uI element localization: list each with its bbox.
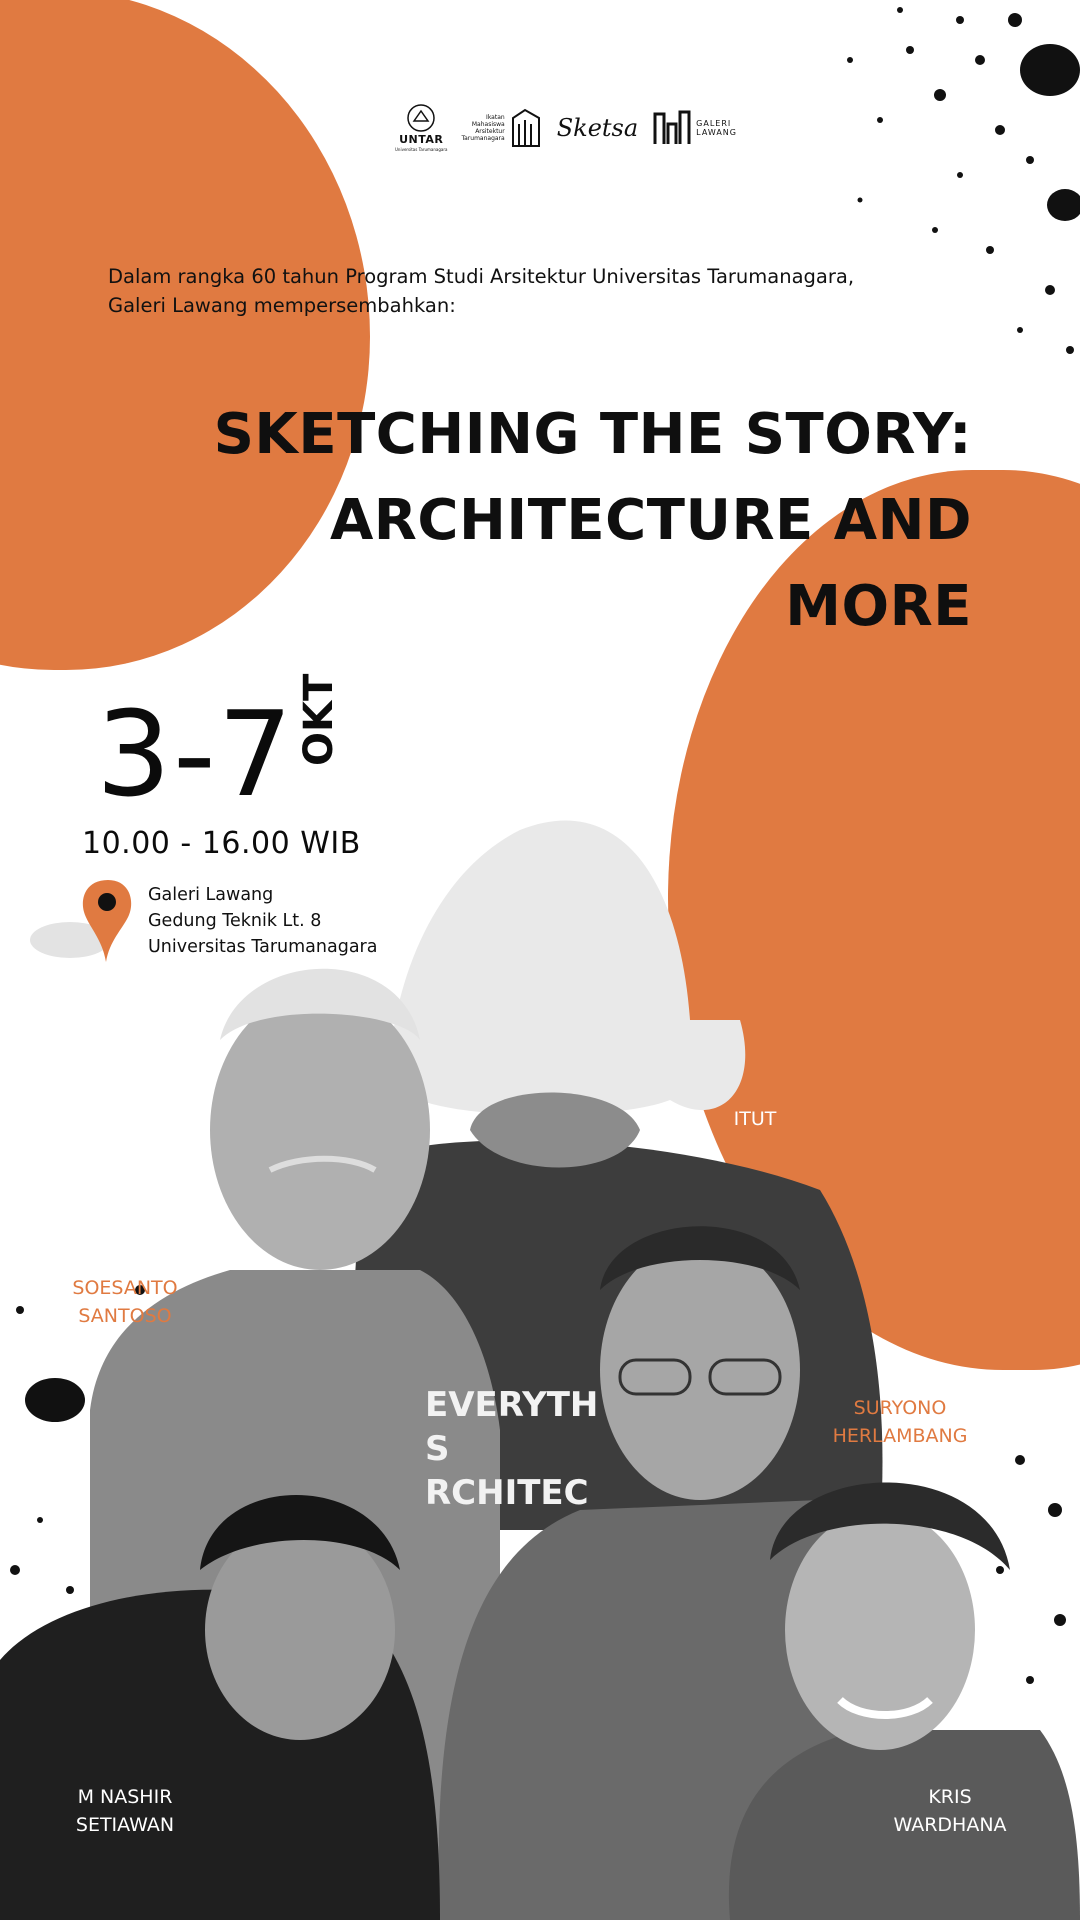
untar-emblem-icon: [404, 103, 438, 133]
shirt-line: RCHITEC: [425, 1473, 589, 1513]
untar-label: UNTAR: [399, 133, 444, 146]
himpunan-line: Tarumanagara: [461, 135, 505, 142]
speaker-name-kris: [870, 1783, 1030, 1839]
title-line: MORE: [785, 574, 972, 639]
shirt-text: [425, 1383, 598, 1515]
untar-logo: [395, 103, 447, 153]
name-line: SOESANTO: [72, 1277, 178, 1299]
date-range: 3-7: [96, 685, 295, 823]
venue-line: Gedung Teknik Lt. 8: [148, 911, 322, 931]
galeri-lawang-logo: [652, 108, 737, 148]
galeri-lawang-icon: [652, 108, 692, 148]
galeri-line: LAWANG: [696, 128, 737, 137]
title-line: SKETCHING THE STORY:: [213, 402, 972, 467]
venue-line: Galeri Lawang: [148, 885, 274, 905]
ink-splatter-top-right: [760, 0, 1080, 380]
event-time: 10.00 - 16.00 WIB: [82, 826, 361, 861]
speaker-name-nashir: [50, 1783, 200, 1839]
name-line: SANTOSO: [78, 1305, 172, 1327]
event-title: [212, 392, 972, 650]
venue-line: Universitas Tarumanagara: [148, 937, 378, 957]
building-icon: [509, 106, 543, 150]
name-line: WARDHANA: [893, 1814, 1007, 1836]
shirt-line: S: [425, 1429, 450, 1469]
speaker-photo-collage: [0, 770, 1080, 1920]
intro-line: Galeri Lawang mempersembahkan:: [108, 294, 456, 317]
name-line: SETIAWAN: [75, 1814, 175, 1836]
name-line: M NASHIR: [77, 1786, 173, 1808]
intro-line: Dalam rangka 60 tahun Program Studi Arsitektur Universitas Tarumanagara,: [108, 265, 855, 288]
sketsa-logo: [557, 114, 638, 142]
himpunan-line: Ikatan: [486, 114, 505, 121]
untar-sub: Universitas Tarumanagara: [395, 147, 448, 152]
shirt-line: EVERYTH: [425, 1385, 599, 1425]
himpunan-line: Arsitektur: [475, 128, 505, 135]
partner-logos: [395, 100, 737, 156]
name-line: SURYONO: [853, 1397, 947, 1419]
speaker-name-suryono: [820, 1394, 980, 1450]
galeri-line: GALERI: [696, 119, 732, 128]
date-month: OKT: [296, 673, 342, 766]
himpunan-line: Mahasiswa: [471, 121, 505, 128]
intro-text: [108, 262, 908, 320]
speaker-name-itut: ITUT: [733, 1108, 777, 1130]
himpunan-logo: [461, 106, 542, 150]
name-line: HERLAMBANG: [832, 1425, 968, 1447]
title-line: ARCHITECTURE AND: [329, 488, 972, 553]
sketsa-label: Sketsa: [556, 114, 639, 142]
speaker-name-soesanto: [50, 1274, 200, 1330]
name-line: KRIS: [928, 1786, 972, 1808]
